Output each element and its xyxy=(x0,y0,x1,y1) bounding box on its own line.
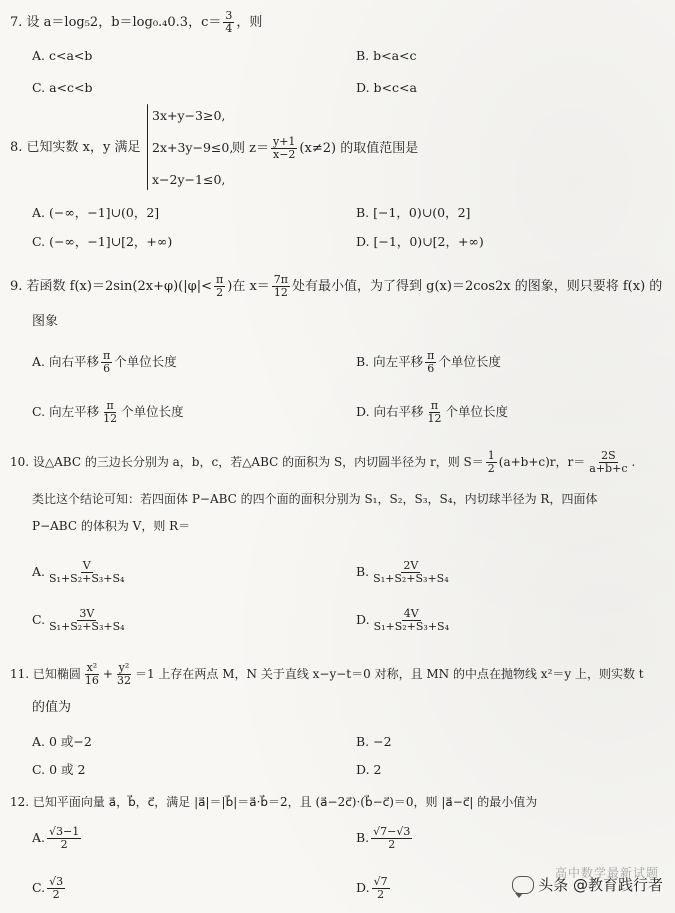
fraction-denominator: S₁+S₂+S₃+S₄ xyxy=(373,620,449,633)
q10-option-d xyxy=(356,608,453,633)
fraction-denominator: 2 xyxy=(487,462,495,475)
fraction-numerator: π xyxy=(102,349,111,362)
fraction-7pi-12 xyxy=(272,274,290,299)
q11-option-a: A. 0 或−2 xyxy=(32,734,92,749)
q9-cond-a: (|φ|< xyxy=(178,279,212,294)
question-9-stem xyxy=(10,274,662,299)
fraction-numerator: π xyxy=(430,399,439,412)
q9-option-b xyxy=(356,350,501,375)
fraction-numerator: 2S xyxy=(601,449,616,462)
q11-option-d: D. 2 xyxy=(356,762,382,777)
option-label: C. xyxy=(32,612,46,627)
q7-option-c: C. a<c<b xyxy=(32,80,93,95)
q12-option-b xyxy=(356,826,414,851)
option-label: B. xyxy=(356,564,370,579)
q9-c-pre: C. 向左平移 xyxy=(32,404,100,419)
fraction-numerator: V xyxy=(82,559,91,572)
fraction-numerator: x² xyxy=(86,661,98,674)
q10-option-b xyxy=(356,560,453,585)
fraction-c xyxy=(223,10,234,35)
question-7-end: ，则 xyxy=(236,15,263,30)
q9-option-c xyxy=(32,400,184,425)
q10-option-a xyxy=(32,560,128,585)
option-label: B. xyxy=(356,830,370,845)
q7-option-a: A. c<a<b xyxy=(32,48,93,63)
option-label: D. xyxy=(356,612,370,627)
q7-option-d: D. b<c<a xyxy=(356,80,417,95)
q11-option-b: B. −2 xyxy=(356,734,392,749)
q10-stem-c: . xyxy=(631,455,636,469)
fraction-numerator: 4V xyxy=(403,607,419,620)
chat-bubble-icon xyxy=(512,876,534,894)
fraction xyxy=(47,560,126,585)
fraction xyxy=(371,826,412,851)
fraction xyxy=(101,400,119,425)
fraction xyxy=(101,350,112,375)
fraction-numerator: 1 xyxy=(487,449,495,462)
question-7-stem xyxy=(10,10,262,35)
fraction-numerator: √7−√3 xyxy=(373,825,411,838)
watermark-text: 头条 @教育践行者 xyxy=(538,876,663,894)
q11-stem-a: 11. 已知椭圆 xyxy=(10,667,81,681)
q9-option-d xyxy=(356,400,508,425)
fraction xyxy=(426,400,444,425)
fraction xyxy=(372,876,390,901)
fraction-z xyxy=(271,136,297,161)
question-11-line2: 的值为 xyxy=(32,700,72,715)
fraction xyxy=(47,608,126,633)
question-7-text: 7. 设 a＝log₅2，b＝log₀.₄0.3，c＝ xyxy=(10,15,222,30)
fraction-denominator: x−2 xyxy=(272,148,296,161)
fraction xyxy=(47,826,81,851)
fraction xyxy=(47,876,65,901)
fraction-numerator: √3−1 xyxy=(49,825,80,838)
fraction-numerator: y+1 xyxy=(272,135,296,148)
q9-d-post: 个单位长度 xyxy=(445,404,509,419)
question-8-target xyxy=(232,136,418,161)
q12-option-a xyxy=(32,826,83,851)
plus-sign: + xyxy=(102,667,113,681)
fraction-numerator: π xyxy=(216,273,224,286)
question-10-stem xyxy=(10,450,635,475)
q9-c-post: 个单位长度 xyxy=(121,404,184,419)
q9-stem-c: 处有最小值，为了得到 g(x)＝2cos2x 的图象，则只要将 f(x) 的 xyxy=(292,279,663,294)
q12-option-c xyxy=(32,876,67,901)
fraction-denominator: 2 xyxy=(377,888,385,901)
fraction-denominator: 2 xyxy=(388,838,396,851)
fraction-denominator: 2 xyxy=(60,838,68,851)
fraction-half xyxy=(486,450,497,475)
q9-stem-b: 在 x＝ xyxy=(232,279,270,294)
fraction-y2-32 xyxy=(115,662,133,687)
q8-option-b: B. [−1，0)∪(0，2] xyxy=(356,205,471,220)
fraction-denominator: 6 xyxy=(103,362,111,375)
option-label: C. xyxy=(32,880,46,895)
fraction-denominator: 32 xyxy=(116,674,131,687)
q8-option-c: C. (−∞，−1]∪[2，+∞) xyxy=(32,234,173,249)
fraction-numerator: 7π xyxy=(273,273,289,286)
q7-option-b: B. b<a<c xyxy=(356,48,417,63)
fraction-x2-16 xyxy=(83,662,101,687)
q9-stem-a: 9. 若函数 f(x)＝2sin(2x+φ) xyxy=(10,279,179,294)
q8-option-d: D. [−1，0)∪[2，+∞) xyxy=(356,234,484,249)
fraction xyxy=(425,350,436,375)
option-label: A. xyxy=(32,830,46,845)
fraction xyxy=(371,560,450,585)
constraint-1: 3x+y−3≥0, xyxy=(152,108,226,123)
fraction-denominator: 12 xyxy=(273,286,288,299)
q10-stem-a: 10. 设△ABC 的三边长分别为 a，b，c，若△ABC 的面积为 S，内切圆半径为 r，则 S＝ xyxy=(10,455,484,469)
fraction-denominator: 4 xyxy=(225,22,233,35)
fraction-numerator: 2V xyxy=(403,559,419,572)
q9-a-post: 个单位长度 xyxy=(114,354,177,369)
constraint-2: 2x+3y−9≤0, xyxy=(152,140,234,155)
fraction-denominator: S₁+S₂+S₃+S₄ xyxy=(49,620,125,633)
fraction-numerator: √7 xyxy=(373,875,388,888)
q9-a-pre: A. 向右平移 xyxy=(32,354,99,369)
fraction-denominator: 6 xyxy=(427,362,435,375)
question-10-line3: P−ABC 的体积为 V，则 R＝ xyxy=(32,519,191,533)
watermark-ghost-text: 高中数学最新试题 xyxy=(554,866,659,880)
fraction-numerator: 3 xyxy=(225,9,233,22)
fraction-denominator: 16 xyxy=(84,674,99,687)
q8-mid: 则 z＝ xyxy=(232,141,269,156)
fraction-denominator: 2 xyxy=(216,286,224,299)
fraction-numerator: π xyxy=(427,349,435,362)
fraction-denominator: 2 xyxy=(52,888,60,901)
question-11-stem xyxy=(10,662,644,687)
q8-option-a: A. (−∞，−1]∪(0，2] xyxy=(32,205,160,220)
fraction-denominator: 12 xyxy=(427,412,442,425)
fraction-pi-2 xyxy=(214,274,225,299)
q11-option-c: C. 0 或 2 xyxy=(32,762,86,777)
q9-option-a xyxy=(32,350,177,375)
fraction-r xyxy=(587,450,629,475)
fraction-denominator: S₁+S₂+S₃+S₄ xyxy=(373,572,449,585)
q9-cond-b: ) xyxy=(227,279,233,294)
q9-d-pre: D. 向右平移 xyxy=(356,404,424,419)
fraction-numerator: y² xyxy=(118,661,130,674)
question-12-stem: 12. 已知平面向量 a⃗，b⃗，c⃗，满足 |a⃗|＝|b⃗|＝a⃗·b⃗＝2，且 (a⃗−2c⃗)·(b⃗−c⃗)＝0，则 |a⃗−c⃗| 的最小值为 xyxy=(10,795,538,809)
fraction-denominator: a+b+c xyxy=(589,462,628,475)
watermark xyxy=(512,866,663,895)
option-label: D. xyxy=(356,880,370,895)
q11-stem-b: ＝1 上存在两点 M，N 关于直线 x−y−t＝0 对称，且 MN 的中点在抛物线 x²＝y 上，则实数 t xyxy=(134,667,644,681)
q9-b-post: 个单位长度 xyxy=(438,354,501,369)
q10-stem-b: (a+b+c)r，r＝ xyxy=(498,455,586,469)
option-label: A. xyxy=(32,564,46,579)
fraction-numerator: 3V xyxy=(79,607,95,620)
fraction xyxy=(372,608,451,633)
q12-option-d xyxy=(356,876,392,901)
fraction-numerator: π xyxy=(106,399,114,412)
q9-b-pre: B. 向左平移 xyxy=(356,354,424,369)
constraint-3: x−2y−1≤0, xyxy=(152,172,226,187)
fraction-numerator: √3 xyxy=(49,875,64,888)
q10-option-c xyxy=(32,608,129,633)
question-8-stem: 8. 已知实数 x，y 满足 xyxy=(10,140,141,155)
question-9-line2: 图象 xyxy=(32,314,59,329)
fraction-denominator: 12 xyxy=(103,412,118,425)
constraint-brace xyxy=(147,104,148,190)
q8-tail: (x≠2) 的取值范围是 xyxy=(299,141,419,156)
question-10-line2: 类比这个结论可知：若四面体 P−ABC 的四个面的面积分别为 S₁，S₂，S₃，S₄，内切球半径为 R，四面体 xyxy=(32,492,598,506)
fraction-denominator: S₁+S₂+S₃+S₄ xyxy=(49,572,125,585)
